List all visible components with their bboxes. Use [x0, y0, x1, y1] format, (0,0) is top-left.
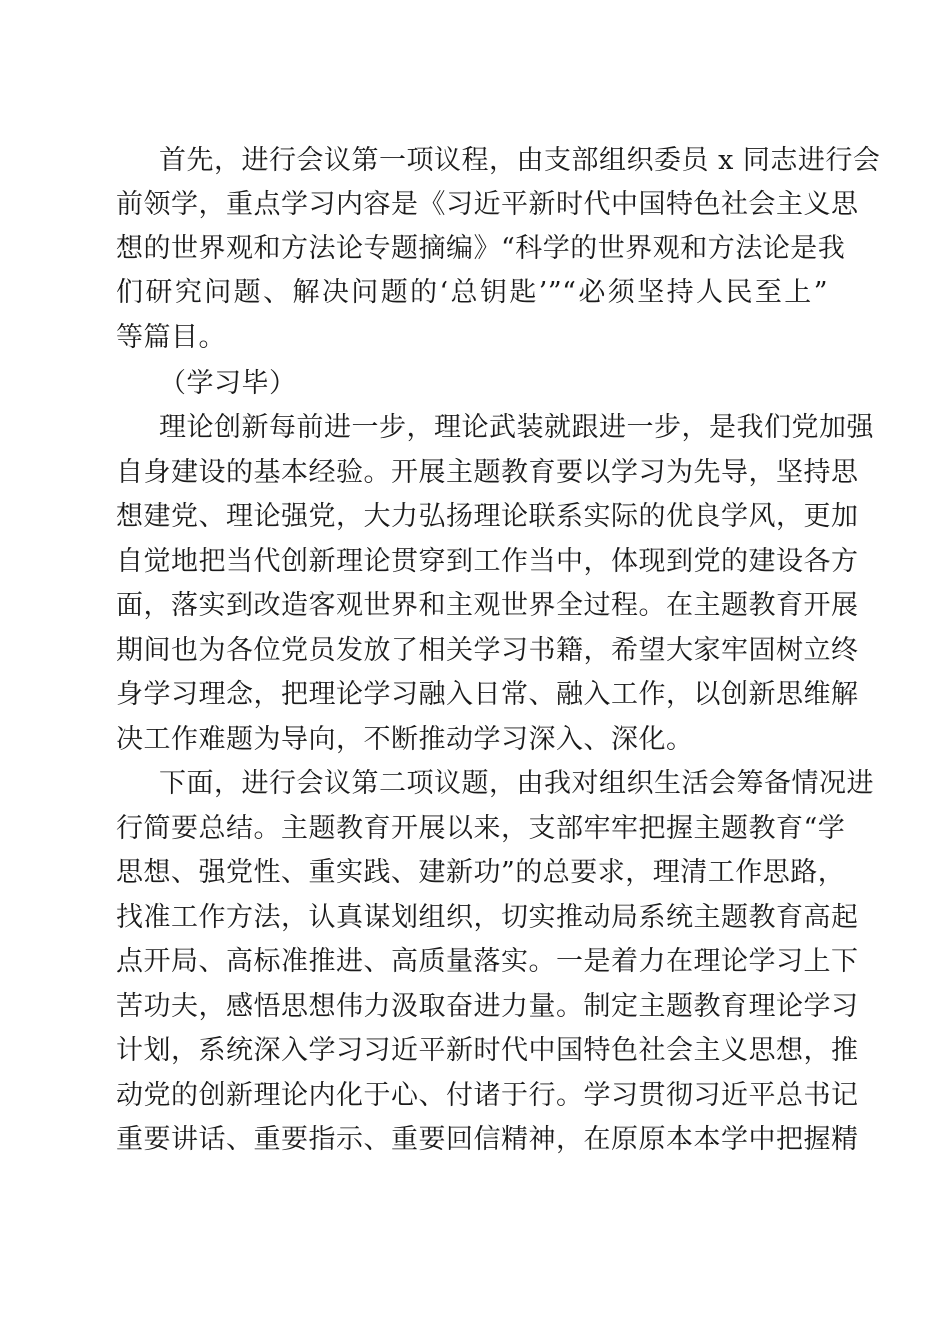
- p1-line-4: 们研究问题、解决问题的‘总钥匙’”“必须坚持人民至上”: [116, 277, 828, 308]
- p3-line-3: 想建党、理论强党，大力弘扬理论联系实际的优良学风，更加: [116, 501, 859, 532]
- p4-line-8: 动党的创新理论内化于心、付诸于行。学习贯彻习近平总书记: [116, 1080, 859, 1111]
- p1-line-2: 前领学，重点学习内容是《习近平新时代中国特色社会主义思: [116, 189, 859, 220]
- p4-line-6: 苦功夫，感悟思想伟力汲取奋进力量。制定主题教育理论学习: [116, 991, 859, 1022]
- p4-line-7: 计划，系统深入学习习近平新时代中国特色社会主义思想，推: [116, 1035, 859, 1066]
- p3-line-2: 自身建设的基本经验。开展主题教育要以学习为先导，坚持思: [116, 457, 859, 488]
- p4-line-2: 行简要总结。主题教育开展以来，支部牢牢把握主题教育“学: [116, 813, 846, 844]
- p1-line-1: 首先，进行会议第一项议程，由支部组织委员 x 同志进行会: [159, 145, 881, 176]
- p3-line-6: 期间也为各位党员发放了相关学习书籍，希望大家牢固树立终: [116, 635, 859, 666]
- p4-line-5: 点开局、高标准推进、高质量落实。一是着力在理论学习上下: [116, 946, 859, 977]
- p4-line-1: 下面，进行会议第二项议题，由我对组织生活会筹备情况进: [159, 768, 874, 799]
- p4-line-3: 思想、强党性、重实践、建新功”的总要求，理清工作思路，: [116, 857, 846, 888]
- p3-line-5: 面，落实到改造客观世界和主观世界全过程。在主题教育开展: [116, 590, 859, 621]
- p1-line-3: 想的世界观和方法论专题摘编》“科学的世界观和方法论是我: [116, 233, 846, 264]
- p3-line-8: 决工作难题为导向，不断推动学习深入、深化。: [116, 724, 694, 755]
- p3-line-7: 身学习理念，把理论学习融入日常、融入工作，以创新思维解: [116, 679, 859, 710]
- p4-line-4: 找准工作方法，认真谋划组织，切实推动局系统主题教育高起: [116, 902, 859, 933]
- p3-line-1: 理论创新每前进一步，理论武装就跟进一步，是我们党加强: [159, 412, 874, 443]
- p3-line-4: 自觉地把当代创新理论贯穿到工作当中，体现到党的建设各方: [116, 546, 859, 577]
- p1-line-5: 等篇目。: [116, 322, 226, 353]
- p4-line-9: 重要讲话、重要指示、重要回信精神，在原原本本学中把握精: [116, 1124, 859, 1155]
- p2-line-1: （学习毕）: [159, 368, 297, 399]
